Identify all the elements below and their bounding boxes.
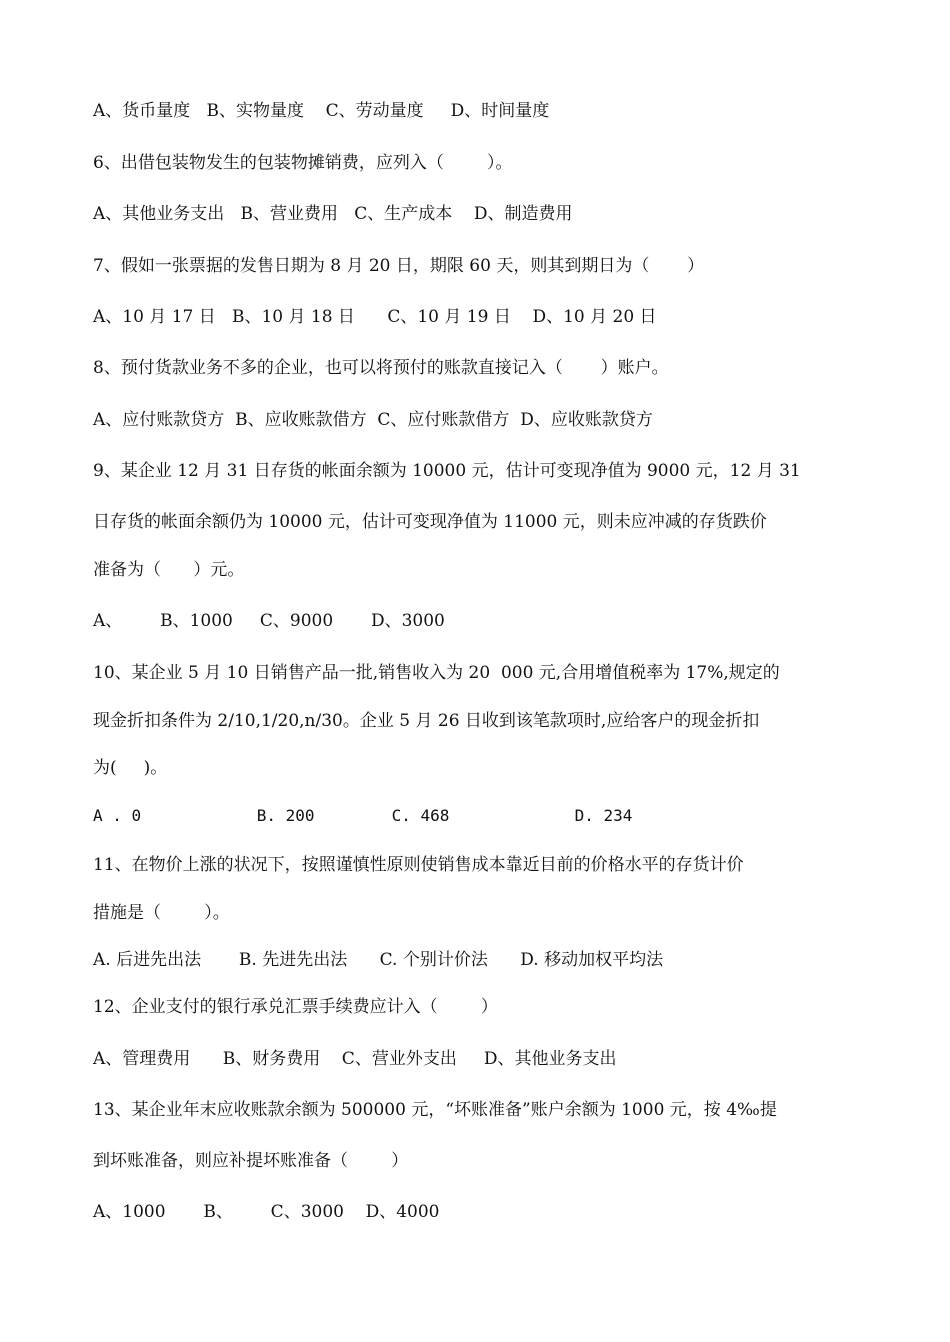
q11-text-line-1: 11、在物价上涨的状况下，按照谨慎性原则使销售成本靠近目前的价格水平的存货计价 xyxy=(93,855,744,875)
q9-options: A、 B、1000 C、9000 D、3000 xyxy=(93,611,445,631)
q9-text-line-3: 准备为（ ）元。 xyxy=(93,560,245,580)
q13-options: A、1000 B、 C、3000 D、4000 xyxy=(93,1202,440,1222)
q10-text-line-2: 现金折扣条件为 2/10,1/20,n/30。企业 5 月 26 日收到该笔款项时,应给客户的现金折扣 xyxy=(93,711,760,731)
q8-options: A、应付账款贷方 B、应收账款借方 C、应付账款借方 D、应收账款贷方 xyxy=(93,410,653,430)
q12-options: A、管理费用 B、财务费用 C、营业外支出 D、其他业务支出 xyxy=(93,1049,617,1069)
q13-text-line-1: 13、某企业年末应收账款余额为 500000 元，“坏账准备”账户余额为 1000 元，按 4‰提 xyxy=(93,1100,777,1120)
q10-text-line-3: 为( )。 xyxy=(93,758,168,778)
q7-text: 7、假如一张票据的发售日期为 8 月 20 日，期限 60 天，则其到期日为（ ） xyxy=(93,256,705,276)
q9-text-line-1: 9、某企业 12 月 31 日存货的帐面余额为 10000 元，估计可变现净值为 9000 元，12 月 31 xyxy=(93,461,801,481)
q8-text: 8、预付货款业务不多的企业，也可以将预付的账款直接记入（ ）账户。 xyxy=(93,358,669,378)
q11-options: A. 后进先出法 B. 先进先出法 C. 个别计价法 D. 移动加权平均法 xyxy=(93,950,664,970)
q12-text: 12、企业支付的银行承兑汇票手续费应计入（ ） xyxy=(93,997,498,1017)
q7-options: A、10 月 17 日 B、10 月 18 日 C、10 月 19 日 D、10 月 20 日 xyxy=(93,307,657,327)
q13-text-line-2: 到坏账准备，则应补提坏账准备（ ） xyxy=(93,1151,409,1171)
q9-text-line-2: 日存货的帐面余额仍为 10000 元，估计可变现净值为 11000 元，则未应冲减的存货跌价 xyxy=(93,512,767,532)
q11-text-line-2: 措施是（ ）。 xyxy=(93,903,230,923)
q5-options: A、货币量度 B、实物量度 C、劳动量度 D、时间量度 xyxy=(93,101,550,121)
q6-text: 6、出借包装物发生的包装物摊销费，应列入（ ）。 xyxy=(93,153,513,173)
q10-options: A . 0 B. 200 C. 468 D. 234 xyxy=(93,806,633,825)
q10-text-line-1: 10、某企业 5 月 10 日销售产品一批,销售收入为 20 000 元,合用增值税率为 17%,规定的 xyxy=(93,663,780,683)
q6-options: A、其他业务支出 B、营业费用 C、生产成本 D、制造费用 xyxy=(93,204,573,224)
